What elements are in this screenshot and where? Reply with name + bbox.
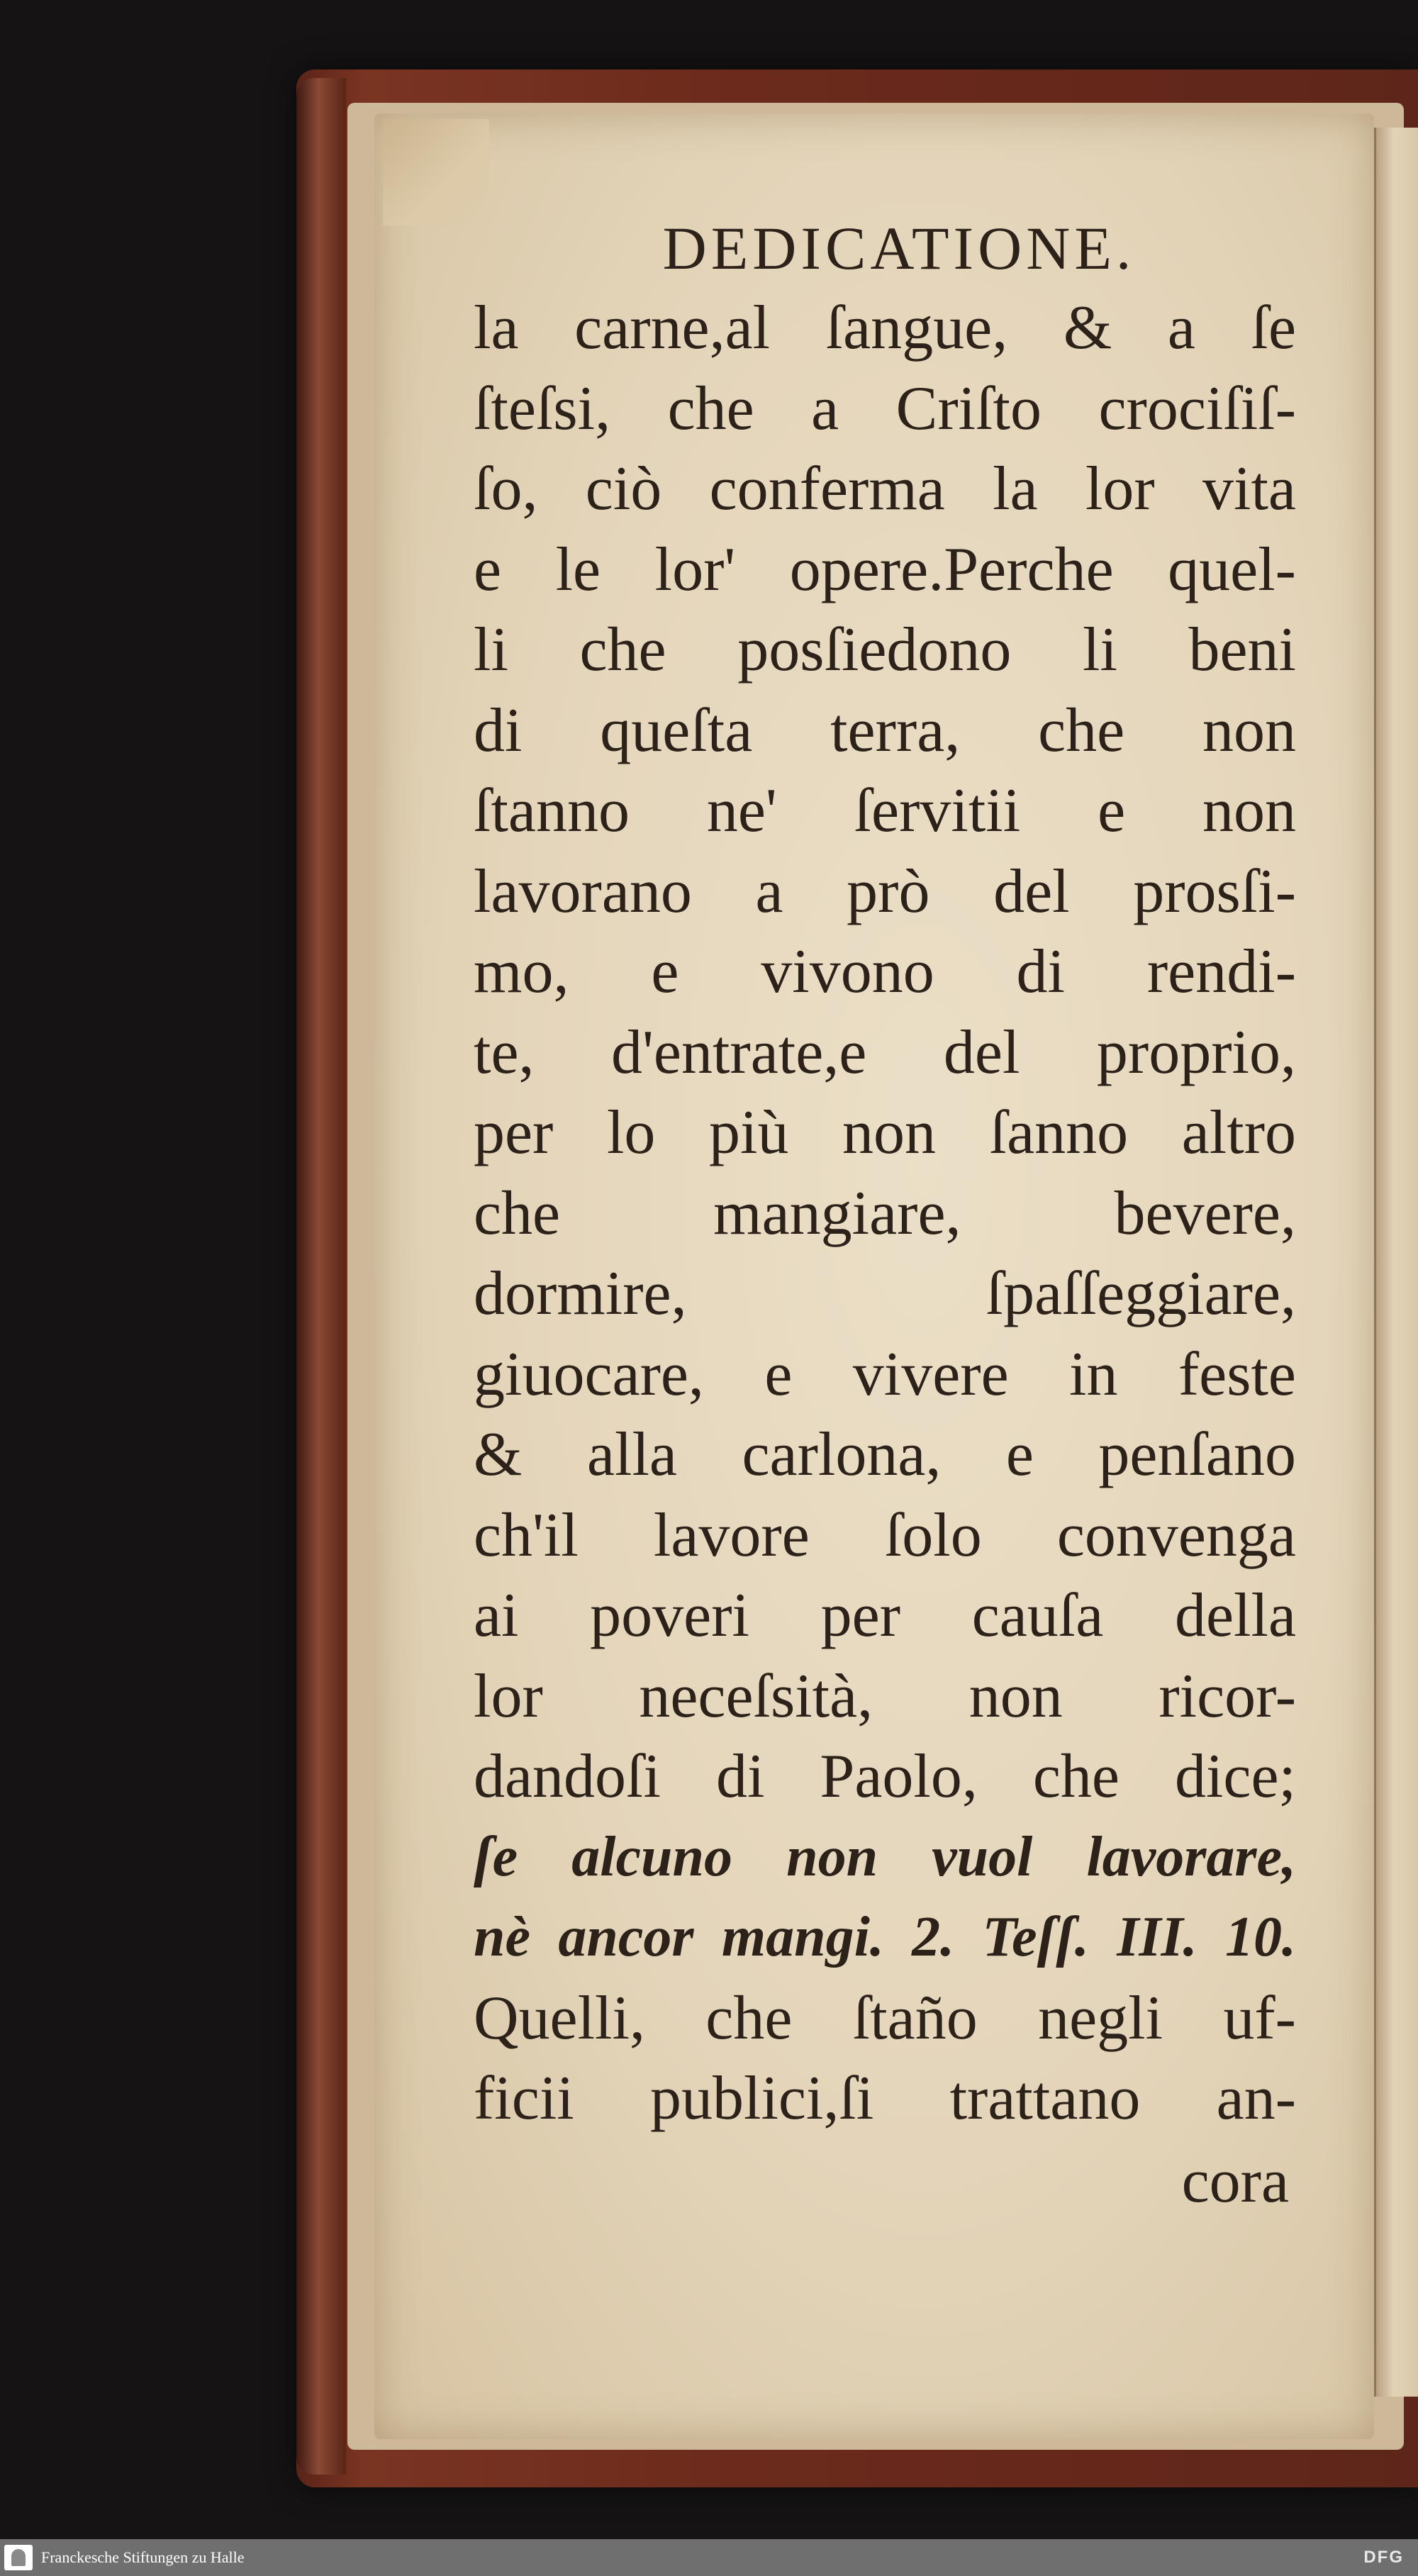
footer-bar — [0, 2539, 1418, 2576]
text-line: ſo, ciò conferma la lor vita — [474, 455, 1296, 523]
text-line: li che posſiedono li beni — [474, 615, 1296, 684]
text-line: Quelli, che ſtaño negli uf- — [474, 1983, 1296, 2053]
page-text — [474, 213, 1296, 2224]
page-corner-fold — [383, 119, 489, 225]
text-line: giuocare, e vivere in feste — [474, 1339, 1296, 1409]
quotation-line: nè ancor mangi. 2. Teſſ. III. 10. — [474, 1906, 1296, 1968]
text-line: ch'il lavore ſolo convenga — [474, 1500, 1296, 1570]
catchword: cora — [1181, 2146, 1289, 2216]
text-line: lavorano a prò del prosſi- — [474, 857, 1296, 926]
text-line: ai poveri per cauſa della — [474, 1581, 1296, 1650]
text-line: ficii publici,ſi trattano an- — [474, 2064, 1296, 2133]
text-line: lor neceſsità, non ricor- — [474, 1661, 1296, 1731]
text-line: che mangiare, bevere, — [474, 1178, 1296, 1248]
binding-spine — [296, 78, 346, 2475]
text-line: te, d'entrate,e del proprio, — [474, 1017, 1296, 1087]
text-line: ſteſsi, che a Criſto crociſiſ- — [474, 374, 1296, 443]
text-line: e le lor' opere.Perche quel- — [474, 535, 1296, 604]
text-line: la carne,al ſangue, & a ſe — [474, 294, 1296, 362]
text-line: per lo più non ſanno altro — [474, 1098, 1296, 1167]
text-line: dormire, ſpaſſeggiare, — [474, 1259, 1296, 1328]
text-line: mo, e vivono di rendi- — [474, 937, 1296, 1006]
next-page-edge — [1374, 128, 1418, 2397]
text-line: dandoſi di Paolo, che dice; — [474, 1742, 1296, 1811]
running-head: DEDICATIONE. — [662, 214, 1136, 282]
text-line: & alla carlona, e penſano — [474, 1420, 1296, 1489]
quotation-line: ſe alcuno non vuol lavorare, — [474, 1825, 1296, 1888]
text-line: ſtanno ne' ſervitii e non — [474, 776, 1296, 845]
institution-credit: Franckesche Stiftungen zu Halle — [41, 2548, 245, 2566]
text-line: di queſta terra, che non — [474, 696, 1296, 765]
institution-logo-icon — [4, 2545, 33, 2570]
dfg-logo: DFG — [1363, 2548, 1404, 2567]
